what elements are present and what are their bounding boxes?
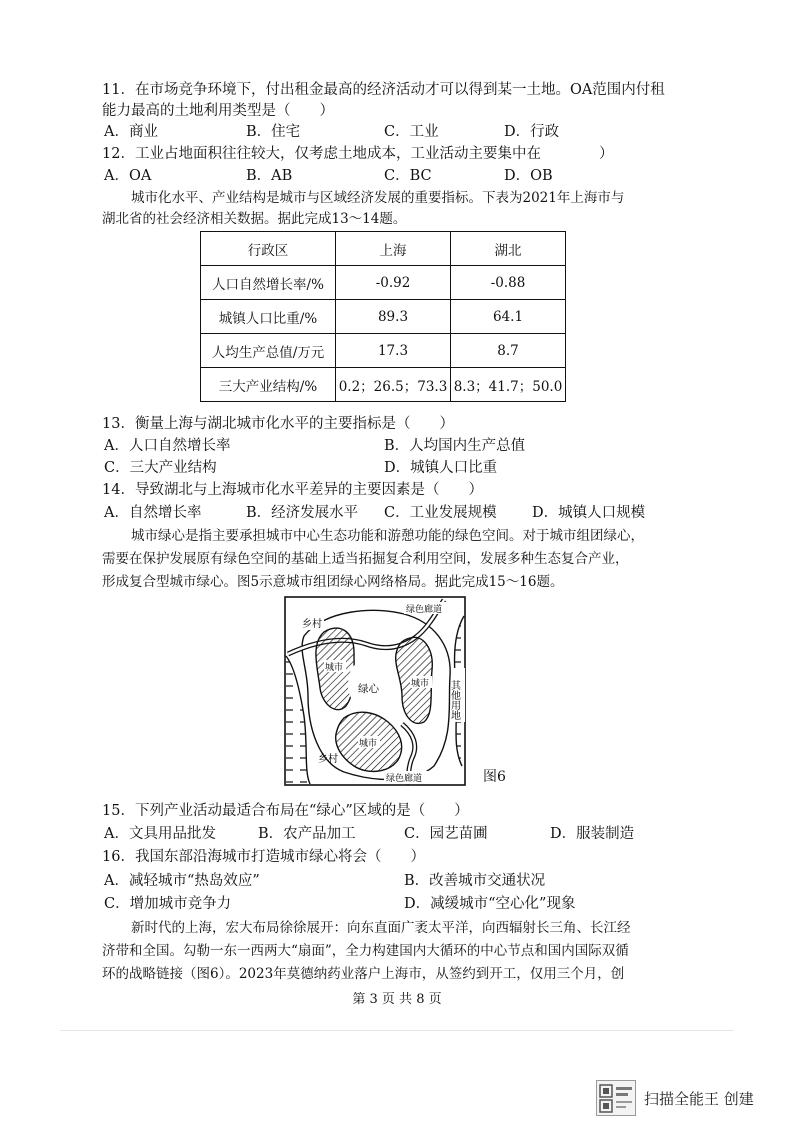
table-cell: 城镇人口比重/% <box>201 300 336 334</box>
table-row <box>201 266 566 300</box>
table-row <box>201 368 566 402</box>
q15-option-d: D．服装制造 <box>550 826 635 842</box>
q12-option-d: D．OB <box>504 168 553 184</box>
q15-option-b: B．农产品加工 <box>258 826 356 842</box>
q15-option-a: A．文具用品批发 <box>104 826 216 842</box>
label-village-top: 乡村 <box>302 619 322 630</box>
table-cell: -0.88 <box>451 266 566 300</box>
q13-option-d: D．城镇人口比重 <box>384 460 498 476</box>
table-cell: 人均生产总值/万元 <box>201 334 336 368</box>
green-heart-map-svg <box>284 596 466 786</box>
table-header-row <box>201 232 566 266</box>
intro15-line1: 城市绿心是指主要承担城市中心生态功能和游憩功能的绿色空间。对于城市组团绿心， <box>131 528 644 544</box>
bottom-divider <box>60 1030 734 1031</box>
intro17-line3: 环的战略链接（图6）。2023年莫德纳药业落户上海市，从签约到开工，仅用三个月，创 <box>102 966 625 982</box>
intro13-line2: 湖北省的社会经济相关数据。据此完成13～14题。 <box>102 211 407 227</box>
q15-line1: 15．下列产业活动最适合布局在“绿心”区域的是（ ） <box>102 803 469 819</box>
table-cell: 三大产业结构/% <box>201 368 336 402</box>
scanner-logo-icon <box>596 1080 636 1116</box>
table-header: 上海 <box>336 232 451 266</box>
label-city-right: 城市 <box>411 679 430 689</box>
q11-line1: 11．在市场竞争环境下，付出租金最高的经济活动才可以得到某一土地。OA范围内付租 <box>102 82 665 98</box>
q11-option-c: C．工业 <box>384 124 439 140</box>
q14-line1: 14．导致湖北与上海城市化水平差异的主要因素是（ ） <box>102 482 483 498</box>
table-cell: 64.1 <box>451 300 566 334</box>
q12-option-c: C．BC <box>384 168 432 184</box>
q12-line1: 12．工业占地面积往往较大，仅考虑土地成本，工业活动主要集中在 ） <box>102 146 614 162</box>
intro17-line1: 新时代的上海，宏大布局徐徐展开：向东直面广袤太平洋，向西辐射长三角、长江经 <box>131 920 631 936</box>
q12-option-a: A．OA <box>104 168 152 184</box>
table-cell: 17.3 <box>336 334 451 368</box>
label-city-bottom: 城市 <box>359 739 378 749</box>
table-cell: -0.92 <box>336 266 451 300</box>
label-green-heart: 绿心 <box>358 683 379 695</box>
table-header: 湖北 <box>451 232 566 266</box>
label-corridor-bottom: 绿色廊道 <box>386 774 423 784</box>
q16-line1: 16．我国东部沿海城市打造城市绿心将会（ ） <box>102 849 425 865</box>
label-corridor-top: 绿色廊道 <box>406 605 443 615</box>
q13-option-a: A．人口自然增长率 <box>104 438 231 454</box>
table-cell: 89.3 <box>336 300 451 334</box>
q13-line1: 13．衡量上海与湖北城市化水平的主要指标是（ ） <box>102 416 454 432</box>
table-cell: 人口自然增长率/% <box>201 266 336 300</box>
q13-option-b: B．人均国内生产总值 <box>384 438 526 454</box>
table-cell: 8.3；41.7；50.0 <box>451 368 566 402</box>
q14-option-d: D．城镇人口规模 <box>532 505 646 521</box>
q13-option-c: C．三大产业结构 <box>104 460 217 476</box>
page-number: 第 3 页 共 8 页 <box>352 992 442 1007</box>
q16-option-a: A．减轻城市“热岛效应” <box>104 873 260 889</box>
q11-option-a: A．商业 <box>104 124 158 140</box>
q14-option-c: C．工业发展规模 <box>384 505 497 521</box>
table-cell: 0.2；26.5；73.3 <box>336 368 451 402</box>
q12-option-b: B．AB <box>246 168 293 184</box>
table-row <box>201 300 566 334</box>
scanner-watermark <box>596 1080 754 1116</box>
q16-option-c: C．增加城市竞争力 <box>104 896 232 912</box>
table-header: 行政区 <box>201 232 336 266</box>
table-row <box>201 334 566 368</box>
q11-option-b: B．住宅 <box>246 124 301 140</box>
label-other-land: 其他用地 <box>448 680 460 720</box>
q16-option-b: B．改善城市交通状况 <box>404 873 546 889</box>
q11-option-d: D．行政 <box>504 124 560 140</box>
label-village-bottom: 乡村 <box>318 754 338 765</box>
intro15-line3: 形成复合型城市绿心。图5示意城市组团绿心网络格局。据此完成15～16题。 <box>102 574 564 590</box>
q15-option-c: C．园艺苗圃 <box>404 826 488 842</box>
data-table <box>200 231 566 402</box>
q14-option-b: B．经济发展水平 <box>246 505 359 521</box>
green-heart-map <box>284 596 466 786</box>
intro17-line2: 济带和全国。勾勒一东一西两大“扇面”，全力构建国内大循环的中心节点和国内国际双循 <box>102 943 629 959</box>
intro15-line2: 需要在保护发展原有绿色空间的基础上适当拓掘复合利用空间，发展多种生态复合产业， <box>102 551 629 567</box>
q11-line2: 能力最高的土地利用类型是（ ） <box>102 103 334 119</box>
intro13-line1: 城市化水平、产业结构是城市与区域经济发展的重要指标。下表为2021年上海市与 <box>131 190 625 206</box>
q16-option-d: D．减缓城市“空心化”现象 <box>404 896 576 912</box>
table-cell: 8.7 <box>451 334 566 368</box>
q14-option-a: A．自然增长率 <box>104 505 202 521</box>
figure-caption: 图6 <box>483 769 506 785</box>
label-city-left: 城市 <box>325 663 344 673</box>
watermark-text: 扫描全能王 创建 <box>644 1089 754 1108</box>
